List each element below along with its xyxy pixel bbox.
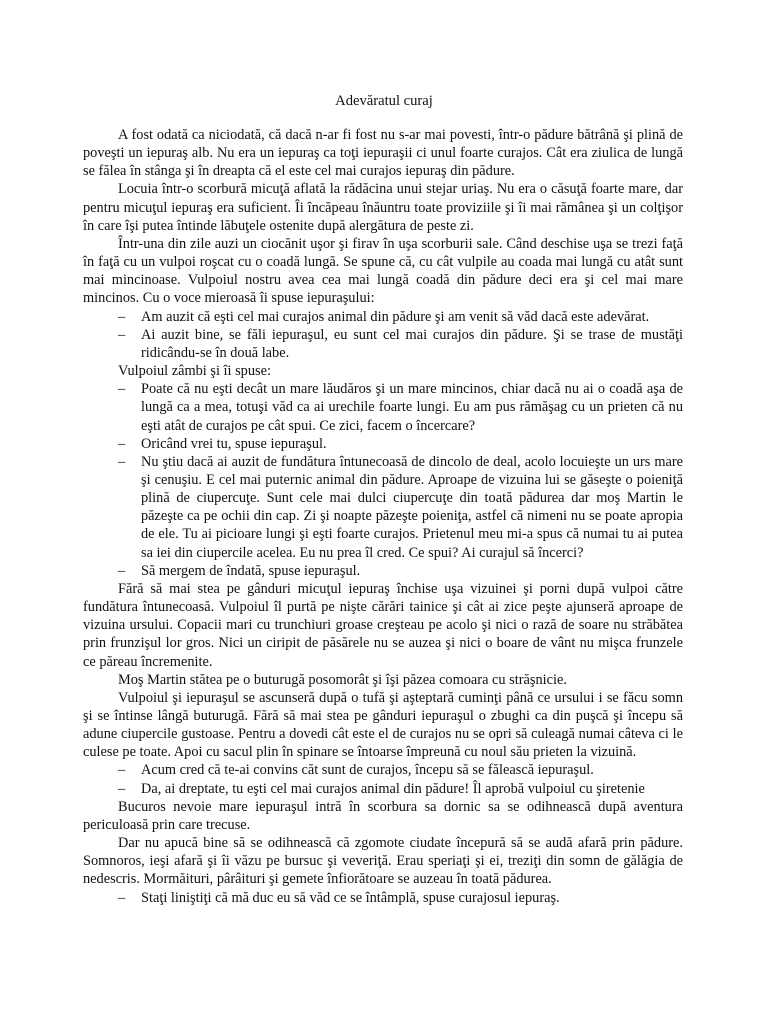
document-title: Adevăratul curaj — [335, 93, 433, 109]
dialogue-text: Acum cred că te-ai convins căt sunt de curajos, începu să se fălească iepuraşul. — [141, 762, 594, 779]
paragraph: Fără să mai stea pe gânduri micuţul iepuraş închise uşa vizuinei şi porni după vulpoi către fundătura întunecoasă. Vulpoiul îl purtă pe nişte cărări tainice şi cât ai zice peşte ajunseră aproape de vizuina ursului. Copacii mari cu trunchiuri groase creşteau pe acolo şi nici o rază de soare nu străbătea prin frunzişul lor gros. Nici un ciripit de păsărele nu se auzea şi nici o boare de vânt nu mişca frunzele ce păreau încremenite. — [83, 580, 683, 670]
dialogue-text: Oricând vrei tu, spuse iepuraşul. — [141, 435, 327, 452]
document-body — [83, 126, 683, 907]
dialogue-line — [83, 562, 683, 580]
dialogue-line — [83, 889, 683, 907]
paragraph: Moş Martin stătea pe o buturugă posomorât şi îşi păzea comoara cu străşnicie. — [118, 671, 567, 688]
paragraph: Vulpoiul zâmbi şi îi spuse: — [118, 363, 271, 380]
dialogue-text: Staţi liniştiţi că mă duc eu să văd ce se întâmplă, spuse curajosul iepuraş. — [141, 889, 560, 906]
dialogue-text: Da, ai dreptate, tu eşti cel mai curajos animal din pădure! Îl aprobă vulpoiul cu şiretenie — [141, 780, 645, 797]
dialogue-dash: – — [118, 326, 126, 343]
dialogue-text: Am auzit că eşti cel mai curajos animal din pădure şi am venit să văd dacă este adevărat. — [141, 308, 650, 325]
paragraph: Locuia într-o scorbură micuţă aflată la rădăcina unui stejar uriaş. Nu era o căsuţă foarte mare, dar pentru micuţul iepuraş era suficient. Îi încăpeau înăuntru toate proviziile şi îi mai rămânea şi un colţişor în care îşi putea întinde lăbuţele ostenite după alergătura de peste zi. — [83, 181, 683, 234]
dialogue-line — [83, 380, 683, 434]
dialogue-line — [83, 326, 683, 362]
dialogue-line — [83, 780, 683, 798]
paragraph: Vulpoiul şi iepuraşul se ascunseră după o tufă şi aşteptară cuminţi până ce ursului i se făcu somn şi se întinse lângă buturugă. Fără să mai stea pe gânduri iepuraşul o zbughi ca din puşcă şi începu să adune ciupercile gustoase. Pentru a dovedi cât este el de curajos nu se opri să culeagă numai câteva ci le culese pe toate. Apoi cu sacul plin în spinare se întoarse împreună cu noul său prieten la vizuină. — [83, 689, 683, 761]
dialogue-text: Ai auzit bine, se făli iepuraşul, eu sunt cel mai curajos din pădure. Şi se trase de mustăţi ridicându-se în două labe. — [141, 326, 683, 361]
dialogue-dash: – — [118, 381, 126, 398]
dialogue-line — [83, 308, 683, 326]
dialogue-dash: – — [118, 780, 126, 797]
dialogue-text: Nu ştiu dacă ai auzit de fundătura întunecoasă de dincolo de deal, acolo locuieşte un urs mare şi cenuşiu. E cel mai puternic animal din pădure. Aproape de vizuina lui se găseşte o poieniţă plină de ciupercuţe. Sunt cele mai dulci ciupercuţe din toată pădurea dar moş Martin le păzeşte ca pe ochii din cap. Zi şi noapte păzeşte poieniţa, astfel că nimeni nu se poate apropia de ele. Tu ai picioare lungi şi eşti foarte curajos. Prietenul meu mi-a spus că numai tu ai putea sa iei din ciupercile acelea. Eu nu prea îl cred. Ce spui? Ai curajul să încerci? — [141, 453, 683, 561]
dialogue-dash: – — [118, 453, 126, 470]
paragraph: Dar nu apucă bine să se odihnească că zgomote ciudate începură să se audă afară prin pădure. Somnoros, ieşi afară şi îi văzu pe bursuc şi veveriţă. Erau speriaţi şi ei, treziţi din somn de gălăgia de nedescris. Mormăituri, pârâituri şi gemete înfiorătoare se auzeau în toată pădurea. — [83, 835, 683, 888]
paragraph: Bucuros nevoie mare iepuraşul intră în scorbura sa dornic sa se odihnească după aventura periculoasă prin care trecuse. — [83, 798, 683, 833]
dialogue-dash: – — [118, 889, 126, 906]
dialogue-text: Să mergem de îndată, spuse iepuraşul. — [141, 562, 361, 579]
dialogue-line — [83, 761, 683, 779]
paragraph: Într-una din zile auzi un ciocănit uşor şi firav în uşa scorburii sale. Când deschise uşa se trezi faţă în faţă cu un vulpoi roşcat cu o coadă lungă. Se spune că, cu cât vulpile au coada mai lungă cu atât sunt mai mincinoase. Vulpoiul nostru avea cea mai lungă coadă din pădure deci era şi cel mai mare mincinos. Cu o voce mieroasă îi spuse iepuraşului: — [83, 235, 683, 307]
dialogue-line — [83, 435, 683, 453]
dialogue-dash: – — [118, 308, 126, 325]
dialogue-dash: – — [118, 762, 126, 779]
dialogue-line — [83, 453, 683, 562]
dialogue-dash: – — [118, 562, 126, 579]
paragraph: A fost odată ca niciodată, că dacă n-ar fi fost nu s-ar mai povesti, într-o pădure bătrână şi plină de poveşti un iepuraş alb. Nu era un iepuraş ca toţi iepuraşii ci unul foarte curajos. Cât era ziulica de lungă se fălea în stânga şi în dreapta că el este cel mai curajos iepuraş din pădure. — [83, 127, 683, 180]
dialogue-dash: – — [118, 435, 126, 452]
dialogue-text: Poate că nu eşti decât un mare lăudăros şi un mare mincinos, chiar dacă nu ai o coadă aşa de lungă ca a mea, totuşi văd ca ai urechile foarte lungi. Eu am pus rămăşag cu un prieten că nu eşti atât de curajos pe cât spui. Ce zici, facem o încercare? — [141, 381, 683, 434]
